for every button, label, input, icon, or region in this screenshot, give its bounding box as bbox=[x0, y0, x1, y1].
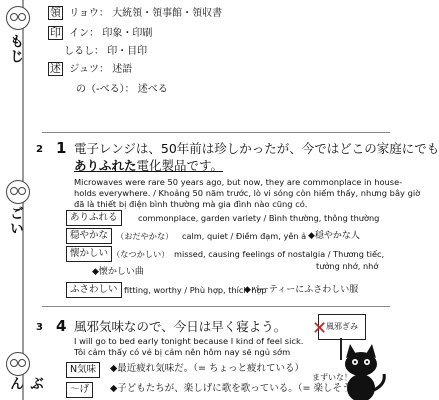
vocab-term-arifureru: ありふれる bbox=[66, 210, 122, 226]
english-line1: I will go to bed early tonight because I kind of feel sick. bbox=[74, 336, 304, 346]
kanji-box: 印 bbox=[50, 26, 61, 39]
kanji-words: 印・目印 bbox=[107, 46, 148, 57]
sign-text: 風邪ぎみ bbox=[326, 322, 358, 331]
section-divider bbox=[42, 132, 390, 133]
vocab-gloss: calm, quiet / Điềm đạm, yên ả bbox=[182, 231, 307, 241]
kanji-reading: の（-べる）： bbox=[76, 84, 135, 95]
kanji-row-3 bbox=[64, 42, 147, 57]
vocab-example: ◆穏やかな人 bbox=[308, 231, 360, 241]
section-label-moji: もじ bbox=[8, 34, 24, 64]
vocab-gloss: commonplace, garden variety / Bình thường, thông thường bbox=[138, 213, 380, 223]
highlight-word: ありふれた bbox=[74, 158, 137, 173]
japanese-sentence-line1: 電子レンジは、50年前は珍しかったが、今ではどこの家庭にでも bbox=[74, 141, 439, 156]
vocab-gloss: missed, causing feelings of nostalgia / Thương tiếc, bbox=[174, 249, 385, 259]
kanji-row-4 bbox=[48, 60, 132, 76]
kanji-reading: イン： bbox=[69, 28, 100, 39]
kanji-row-5 bbox=[76, 80, 168, 95]
kanji-box: 述 bbox=[50, 62, 61, 75]
english-line2: Tôi cảm thấy có vẻ bị cảm nên hôm nay sẽ ngủ sớm bbox=[74, 347, 291, 357]
kanji-words: 大統領・領事館・領収書 bbox=[112, 8, 223, 19]
vocab-term-fusawashii: ふさわしい bbox=[66, 282, 122, 298]
section-number: 3 bbox=[36, 322, 43, 333]
owl-icon bbox=[6, 180, 30, 204]
grammar-example: ◆子どもたちが、楽しげに歌を歌っている。（= 楽しそうに） bbox=[110, 383, 371, 394]
cat-speech: まずいな！ bbox=[312, 373, 352, 382]
owl-icon bbox=[6, 6, 30, 30]
sentence-rest: 電化製品です。 bbox=[136, 158, 224, 173]
kanji-row-2 bbox=[48, 24, 152, 40]
sentence-number: 4 bbox=[56, 317, 67, 335]
owl-icon bbox=[6, 352, 30, 376]
section-number: 2 bbox=[36, 144, 43, 155]
section-divider bbox=[42, 306, 390, 307]
grammar-pattern-kimi: N気味 bbox=[66, 362, 100, 378]
japanese-sentence: 風邪気味なので、今日は早く寝よう。 bbox=[74, 319, 287, 334]
vocab-term-odayaka: 穏やかな bbox=[66, 228, 112, 244]
vocab-example: ◆懐かしい曲 bbox=[92, 267, 144, 277]
vocab-reading: （なつかしい） bbox=[112, 249, 170, 259]
section-label-bunpo: ぶん bbox=[8, 376, 44, 391]
vocab-gloss-cont: tưởng nhớ, nhớ bbox=[316, 261, 379, 271]
kanji-words: 述べる bbox=[137, 84, 168, 95]
kanji-words: 述語 bbox=[112, 64, 133, 75]
vocab-reading: （おだやかな） bbox=[116, 231, 174, 241]
kanji-row-1 bbox=[48, 4, 222, 20]
vocab-example: ◆パーティーにふさわしい服 bbox=[244, 285, 359, 295]
japanese-sentence-line2 bbox=[74, 157, 223, 174]
vocab-gloss: fitting, worthy / Phù hợp, thích hợp bbox=[124, 285, 267, 295]
english-line2: holds everywhere. / Khoảng 50 năm trước, lò vi sóng còn hiếm thấy, nhưng bây giờ bbox=[74, 188, 421, 198]
english-line3: đã là thiết bị điện bình thường mà gia đình nào cũng có. bbox=[74, 199, 308, 209]
kanji-box: 領 bbox=[50, 6, 61, 19]
cross-mark-icon: ✕ bbox=[312, 318, 328, 339]
kanji-reading: しるし： bbox=[64, 46, 104, 57]
kanji-reading: リョウ： bbox=[69, 8, 109, 19]
english-line1: Microwaves were rare 50 years ago, but now, they are commonplace in house- bbox=[74, 177, 403, 187]
kanji-words: 印象・印刷 bbox=[102, 28, 153, 39]
sentence-number: 1 bbox=[56, 139, 67, 157]
section-label-goi: ごい bbox=[8, 206, 24, 236]
grammar-pattern-ge: ～げ bbox=[66, 382, 93, 398]
kanji-reading: ジュツ： bbox=[69, 64, 109, 75]
grammar-example: ◆最近疲れ気味だ。（= ちょっと疲れている） bbox=[110, 363, 305, 374]
vocab-term-natsukashii: 懐かしい bbox=[66, 246, 112, 262]
